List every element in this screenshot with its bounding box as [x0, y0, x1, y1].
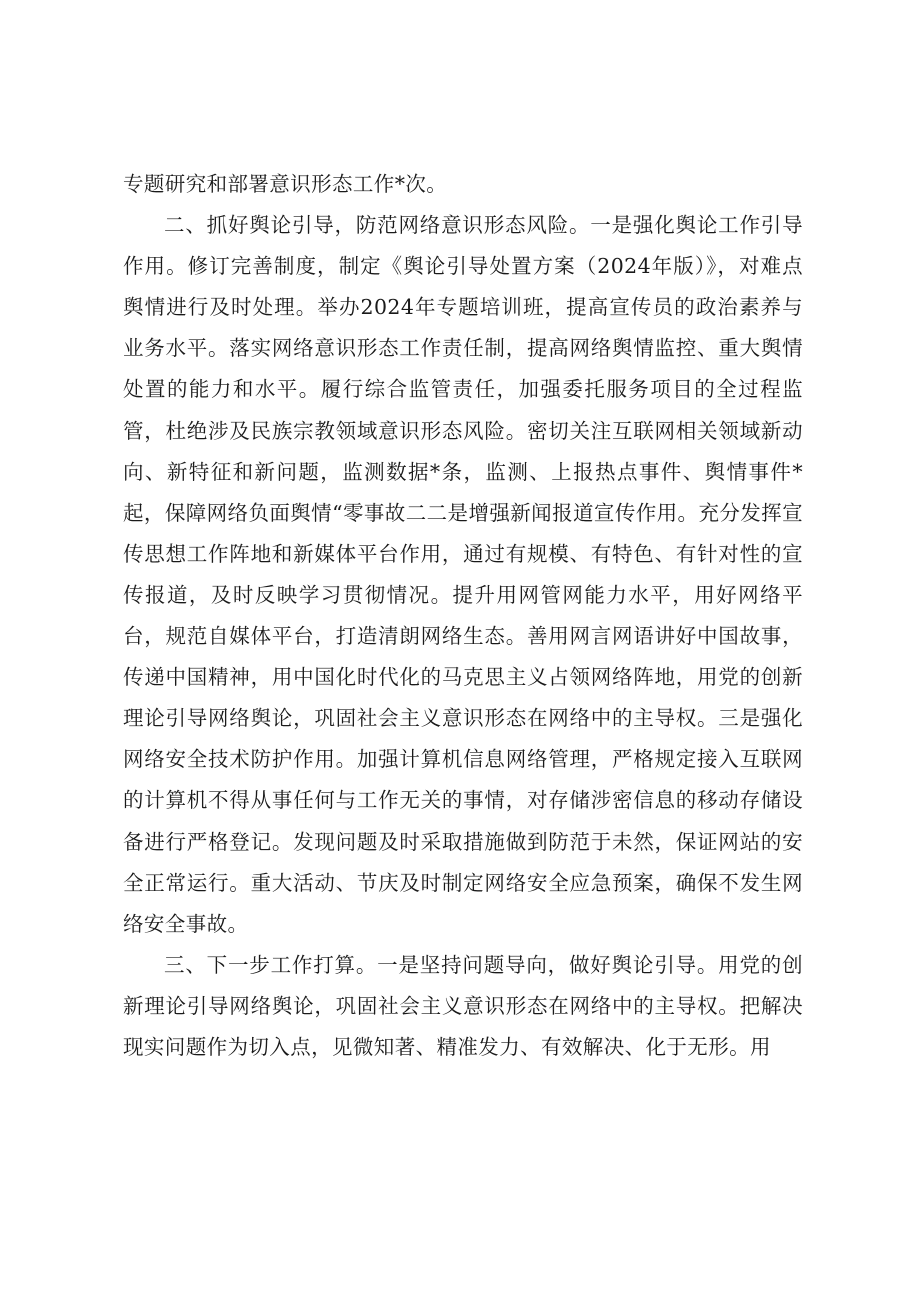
paragraph-section-two: 二、抓好舆论引导，防范网络意识形态风险。一是强化舆论工作引导作用。修订完善制度，制定《舆论引导处置方案（2024年版）》，对难点舆情进行及时处理。举办2024年专题培训班，提高宣传员的政治素养与业务水平。落实网络意识形态工作责任制，提高网络舆情监控、重大舆情处置的能力和水平。履行综合监管责任，加强委托服务项目的全过程监管，杜绝涉及民族宗教领域意识形态风险。密切关注互联网相关领域新动向、新特征和新问题，监测数据*条，监测、上报热点事件、舆情事件*起，保障网络负面舆情“零事故二二是增强新闻报道宣传作用。充分发挥宣传思想工作阵地和新媒体平台作用，通过有规模、有特色、有针对性的宣传报道，及时反映学习贯彻情况。提升用网管网能力水平，用好网络平台，规范自媒体平台，打造清朗网络生态。善用网言网语讲好中国故事，传递中国精神，用中国化时代化的马克思主义占领网络阵地，用党的创新理论引导网络舆论，巩固社会主义意识形态在网络中的主导权。三是强化网络安全技术防护作用。加强计算机信息网络管理，严格规定接入互联网的计算机不得从事任何与工作无关的事情，对存储涉密信息的移动存储设备进行严格登记。发现问题及时采取措施做到防范于未然，保证网站的安全正常运行。重大活动、节庆及时制定网络安全应急预案，确保不发生网络安全事故。	[123, 213, 803, 936]
paragraph-continuation: 专题研究和部署意识形态工作*次。	[123, 172, 448, 196]
paragraph-section-three: 三、下一步工作打算。一是坚持问题导向，做好舆论引导。用党的创新理论引导网络舆论，巩固社会主义意识形态在网络中的主导权。把解决现实问题作为切入点，见微知著、精准发力、有效解决、化于无形。用	[123, 952, 803, 1059]
document-body	[123, 164, 803, 1068]
